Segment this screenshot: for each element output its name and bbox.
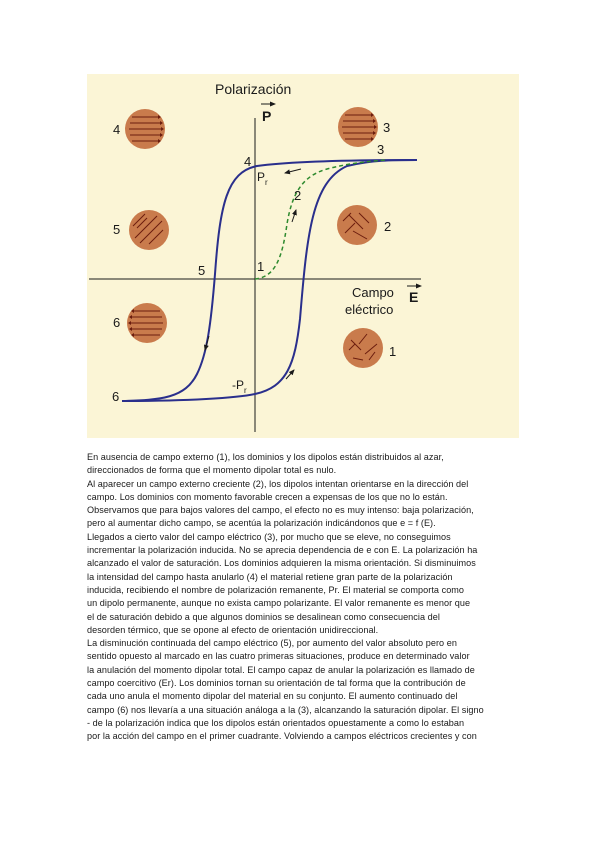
- text-line-13: el de saturación debido a que algunos dominios se desalinean como consecuencia del: [87, 611, 440, 622]
- hysteresis-diagram: [87, 74, 519, 438]
- text-line-9: alcanzado el valor de saturación. Los dominios adquieren la misma orientación. Si disminuimos: [87, 558, 476, 569]
- curve-point-2: 2: [294, 188, 302, 203]
- domain-label-1: 1: [389, 344, 397, 359]
- text-line-19: cada uno anula el momento dipolar del material en su conjunto. El aumento continuado del: [87, 691, 458, 702]
- arrow-initial-up: [292, 210, 296, 222]
- curve-point-5: 5: [198, 263, 206, 278]
- x-axis-symbol: E: [409, 289, 419, 305]
- curve-point-3: 3: [377, 142, 385, 157]
- text-line-21: - de la polarización indica que los dipolos están orientados opuestamente a como lo estaban: [87, 717, 465, 728]
- text-line-3: Al aparecer un campo externo creciente (2), los dipolos intentan orientarse en la dirección del: [87, 478, 469, 489]
- text-line-7: Llegados a cierto valor del campo eléctrico (3), por mucho que se eleve, no conseguimos: [87, 531, 451, 542]
- curve-point-1: 1: [257, 259, 265, 274]
- arrow-toward-pr: [285, 169, 301, 173]
- remanent-polarization-label: $P_r$: [257, 170, 268, 187]
- domain-diagram-1: [343, 328, 383, 368]
- domain-diagram-6: [127, 303, 167, 343]
- domain-label-3: 3: [383, 120, 391, 135]
- hysteresis-figure: [87, 74, 519, 438]
- x-axis-title-line2: eléctrico: [345, 302, 394, 317]
- text-line-6: pero al aumentar dicho campo, se acentúa la polarización indicándonos que e = f (E).: [87, 518, 436, 529]
- text-line-11: inducida, recibiendo el nombre de polarización remanente, Pr. El material se comporta como: [87, 584, 465, 595]
- negative-remanent-polarization-label: $-P_r$: [232, 378, 247, 395]
- text-line-1: En ausencia de campo externo (1), los dominios y los dipolos están distribuidos al azar,: [87, 452, 444, 462]
- domain-label-2: 2: [384, 219, 392, 234]
- x-axis-title-line1: Campo: [352, 285, 394, 300]
- text-line-2: direccionados de forma que el momento dipolar total es nulo.: [87, 465, 337, 476]
- explanatory-text: [87, 451, 519, 744]
- text-line-14: desorden térmico, que se opone al efecto de orientación unidireccional.: [87, 624, 379, 635]
- domain-diagram-3: [338, 107, 378, 147]
- domain-diagram-2: [337, 205, 377, 245]
- text-line-8: incrementar la polarización inducida. No se aprecia dependencia de e con E. La polarización ha: [87, 545, 478, 556]
- text-line-5: Observamos que para bajos valores del campo, el efecto no es muy intenso: baja polarización,: [87, 505, 474, 516]
- text-line-18: campo coercitivo (Er). Los dominios tornan su orientación de tal forma que la contribución de: [87, 678, 466, 689]
- text-line-17: la anulación del momento dipolar total. El campo capaz de anular la polarización es llamado de: [87, 664, 475, 675]
- curve-point-4: 4: [244, 154, 252, 169]
- text-line-12: un dipolo permanente, aunque no exista campo polarizante. El valor remanente es menor que: [87, 598, 471, 609]
- domain-diagram-5: [129, 210, 169, 250]
- curve-point-6: 6: [112, 389, 120, 404]
- text-line-15: La disminución continuada del campo eléctrico (5), por aumento del valor absoluto pero en: [87, 638, 457, 649]
- text-line-16: sentido opuesto al marcado en las cuatro primeras situaciones, produce en determinado valor: [87, 651, 470, 662]
- y-axis-title: Polarización: [215, 81, 292, 97]
- domain-diagram-4: [125, 109, 165, 149]
- domain-label-4: 4: [113, 122, 121, 137]
- domain-label-6: 6: [113, 315, 121, 330]
- text-line-10: la intensidad del campo hasta anularlo (4) el material retiene gran parte de la polarización: [87, 571, 453, 582]
- text-line-4: campo. Los dominios con momento favorable crecen a expensas de los que no lo están.: [87, 491, 448, 502]
- domain-label-5: 5: [113, 222, 121, 237]
- text-line-22: por la acción del campo en el primer cuadrante. Volviendo a campos eléctricos crecientes y con: [87, 731, 477, 742]
- text-line-20: campo (6) nos llevaría a una situación análoga a la (3), alcanzando la saturación dipolar. El signo: [87, 704, 484, 715]
- y-axis-symbol: P: [262, 108, 272, 124]
